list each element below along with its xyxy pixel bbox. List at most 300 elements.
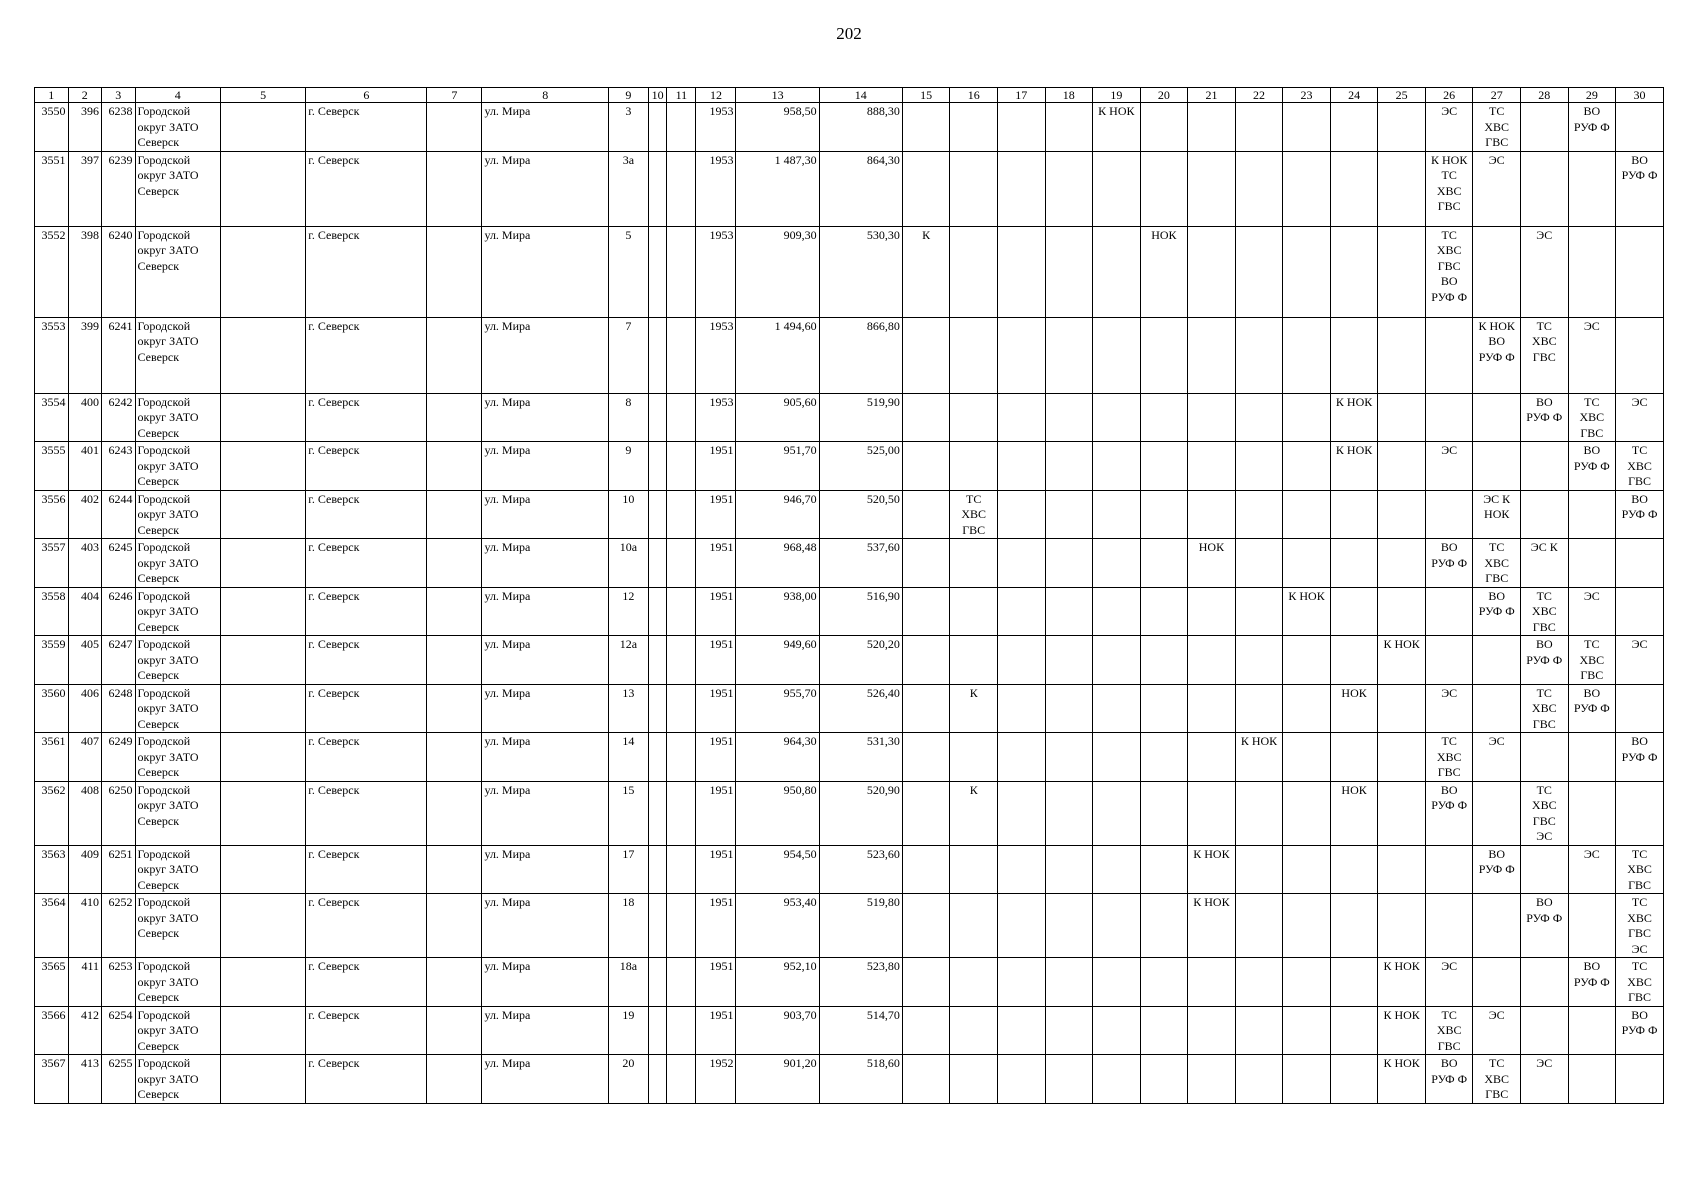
work-type-code: ТС <box>1631 443 1648 457</box>
cell-col-30 <box>1616 151 1664 226</box>
page-number: 202 <box>836 24 862 43</box>
owner-name-line: Городской <box>137 782 191 797</box>
cell-col-21 <box>1188 636 1236 685</box>
cell-col-13: 951,70 <box>736 442 819 491</box>
cell-col-3: 6242 <box>102 393 136 442</box>
owner-name-line: Городской <box>137 318 191 333</box>
work-type-code: ХВС <box>1436 183 1462 198</box>
cell-col-8: ул. Мира <box>482 894 608 958</box>
cell-col-30 <box>1616 317 1664 393</box>
cell-col-16 <box>950 845 998 894</box>
column-header-30: 30 <box>1616 88 1664 103</box>
cell-col-4 <box>135 781 220 845</box>
work-type-code: ТС <box>1489 104 1505 118</box>
work-type-code: ВО <box>1535 394 1553 409</box>
work-type-code: ГВС <box>1580 668 1604 682</box>
cell-col-29 <box>1568 958 1616 1007</box>
cell-col-17 <box>997 636 1045 685</box>
owner-name-line: Городской <box>137 1007 191 1022</box>
cell-col-1: 3559 <box>35 636 69 685</box>
housing-register-table <box>34 87 1664 1104</box>
cell-col-23 <box>1283 845 1331 894</box>
cell-col-17 <box>997 894 1045 958</box>
column-header-6: 6 <box>306 88 427 103</box>
work-type-code: К <box>969 782 978 797</box>
cell-col-22 <box>1235 490 1283 539</box>
cell-col-14: 531,30 <box>819 733 902 782</box>
cell-col-16 <box>950 587 998 636</box>
cell-col-25 <box>1378 226 1426 317</box>
work-type-code: ГВС <box>1437 1038 1461 1053</box>
cell-col-27 <box>1473 317 1521 393</box>
cell-col-15 <box>902 151 950 226</box>
cell-col-9: 12а <box>608 636 648 685</box>
cell-col-13: 909,30 <box>736 226 819 317</box>
cell-col-3: 6253 <box>102 958 136 1007</box>
cell-col-26 <box>1425 781 1473 845</box>
owner-name-line: Северск <box>137 474 180 488</box>
cell-col-1: 3563 <box>35 845 69 894</box>
cell-col-19 <box>1093 845 1141 894</box>
cell-col-21 <box>1188 393 1236 442</box>
work-type-code: К <box>922 227 931 242</box>
cell-col-23 <box>1283 393 1331 442</box>
column-header-23: 23 <box>1283 88 1331 103</box>
work-type-code: РУФ Ф <box>1526 910 1563 925</box>
work-type-code: РУФ Ф <box>1431 289 1468 304</box>
cell-col-30 <box>1616 958 1664 1007</box>
cell-col-24 <box>1330 393 1378 442</box>
column-header-7: 7 <box>427 88 482 103</box>
table-row <box>35 684 1664 733</box>
work-type-code: ЭС <box>1536 829 1553 843</box>
cell-col-18 <box>1045 317 1093 393</box>
cell-col-14: 520,20 <box>819 636 902 685</box>
cell-col-4 <box>135 1006 220 1055</box>
cell-col-24 <box>1330 958 1378 1007</box>
cell-col-22 <box>1235 587 1283 636</box>
cell-col-16 <box>950 684 998 733</box>
work-type-code: К НОК <box>1098 104 1135 118</box>
owner-name-line: Городской <box>137 104 191 118</box>
cell-col-9: 17 <box>608 845 648 894</box>
cell-col-25 <box>1378 733 1426 782</box>
table-row <box>35 539 1664 588</box>
cell-col-16 <box>950 1055 998 1104</box>
cell-col-3: 6249 <box>102 733 136 782</box>
cell-col-4 <box>135 1055 220 1104</box>
cell-col-10 <box>648 958 666 1007</box>
work-type-code: ТС <box>1489 540 1505 554</box>
cell-col-1: 3565 <box>35 958 69 1007</box>
cell-col-10 <box>648 490 666 539</box>
owner-name-line: округ ЗАТО <box>137 334 199 348</box>
work-type-code: ХВС <box>1627 862 1652 876</box>
owner-name-line: Северск <box>137 926 180 940</box>
cell-col-8: ул. Мира <box>482 1055 608 1104</box>
work-type-code: ХВС <box>1436 243 1462 257</box>
work-type-code: РУФ Ф <box>1621 749 1658 764</box>
cell-col-14: 520,50 <box>819 490 902 539</box>
cell-col-15 <box>902 393 950 442</box>
cell-col-12: 1951 <box>696 539 736 588</box>
cell-col-16 <box>950 226 998 317</box>
cell-col-17 <box>997 226 1045 317</box>
cell-col-3: 6241 <box>102 317 136 393</box>
cell-col-7 <box>427 845 482 894</box>
cell-col-27 <box>1473 151 1521 226</box>
cell-col-1: 3552 <box>35 226 69 317</box>
cell-col-17 <box>997 1006 1045 1055</box>
cell-col-24 <box>1330 636 1378 685</box>
cell-col-8: ул. Мира <box>482 781 608 845</box>
cell-col-20 <box>1140 636 1188 685</box>
cell-col-1: 3553 <box>35 317 69 393</box>
cell-col-9: 20 <box>608 1055 648 1104</box>
work-type-code: ВО <box>1631 491 1648 506</box>
work-type-code: ХВС <box>1627 974 1652 989</box>
cell-col-25 <box>1378 587 1426 636</box>
cell-col-5 <box>220 845 305 894</box>
work-type-code: ГВС <box>1485 571 1509 585</box>
cell-col-5 <box>220 781 305 845</box>
cell-col-14: 530,30 <box>819 226 902 317</box>
work-type-code: ВО <box>1583 104 1601 118</box>
column-header-5: 5 <box>220 88 305 103</box>
cell-col-27 <box>1473 684 1521 733</box>
cell-col-17 <box>997 733 1045 782</box>
cell-col-2: 409 <box>68 845 102 894</box>
cell-col-10 <box>648 1006 666 1055</box>
cell-col-1: 3566 <box>35 1006 69 1055</box>
cell-col-11 <box>667 442 696 491</box>
work-type-code: ЭС <box>1488 734 1505 748</box>
cell-col-15 <box>902 636 950 685</box>
cell-col-30 <box>1616 636 1664 685</box>
table-row <box>35 894 1664 958</box>
cell-col-22 <box>1235 226 1283 317</box>
cell-col-5 <box>220 151 305 226</box>
work-type-code: ЭС К <box>1530 540 1558 554</box>
cell-col-27 <box>1473 636 1521 685</box>
cell-col-16 <box>950 103 998 152</box>
cell-col-30 <box>1616 490 1664 539</box>
work-type-code: ТС <box>1536 588 1552 603</box>
owner-name-line: Городской <box>137 637 191 651</box>
cell-col-11 <box>667 393 696 442</box>
owner-name-line: Городской <box>137 443 191 457</box>
cell-col-26 <box>1425 393 1473 442</box>
cell-col-8: ул. Мира <box>482 317 608 393</box>
cell-col-3: 6248 <box>102 684 136 733</box>
work-type-code: РУФ Ф <box>1526 652 1563 667</box>
cell-col-20 <box>1140 539 1188 588</box>
cell-col-19 <box>1093 226 1141 317</box>
column-header-20: 20 <box>1140 88 1188 103</box>
work-type-code: ВО <box>1631 734 1648 748</box>
cell-col-24 <box>1330 684 1378 733</box>
cell-col-29 <box>1568 151 1616 226</box>
cell-col-19 <box>1093 781 1141 845</box>
cell-col-19 <box>1093 539 1141 588</box>
cell-col-30 <box>1616 226 1664 317</box>
cell-col-11 <box>667 317 696 393</box>
cell-col-16 <box>950 958 998 1007</box>
work-type-code: РУФ Ф <box>1573 458 1610 473</box>
cell-col-9: 9 <box>608 442 648 491</box>
work-type-code: ВО <box>1488 588 1506 603</box>
cell-col-12: 1953 <box>696 103 736 152</box>
cell-col-27 <box>1473 894 1521 958</box>
table-row <box>35 226 1664 317</box>
work-type-code: ЭС <box>1441 443 1458 457</box>
cell-col-14: 864,30 <box>819 151 902 226</box>
work-type-code: ВО <box>1583 443 1601 457</box>
cell-col-29 <box>1568 442 1616 491</box>
cell-col-21 <box>1188 958 1236 1007</box>
cell-col-14: 523,80 <box>819 958 902 1007</box>
cell-col-16 <box>950 781 998 845</box>
column-header-14: 14 <box>819 88 902 103</box>
owner-name-line: Северск <box>137 183 180 198</box>
cell-col-30 <box>1616 1006 1664 1055</box>
work-type-code: ВО <box>1535 895 1553 909</box>
cell-col-14: 514,70 <box>819 1006 902 1055</box>
cell-col-6: г. Северск <box>306 781 427 845</box>
cell-col-18 <box>1045 781 1093 845</box>
column-header-27: 27 <box>1473 88 1521 103</box>
cell-col-25 <box>1378 894 1426 958</box>
work-type-code: ГВС <box>1532 349 1556 364</box>
cell-col-14: 519,80 <box>819 894 902 958</box>
work-type-code: ЭС <box>1631 394 1648 409</box>
cell-col-1: 3555 <box>35 442 69 491</box>
work-type-code: ГВС <box>1580 425 1604 440</box>
work-type-code: ЭС <box>1536 1056 1553 1070</box>
work-type-code: РУФ Ф <box>1431 798 1468 812</box>
work-type-code: К НОК <box>1193 895 1230 909</box>
cell-col-29 <box>1568 393 1616 442</box>
cell-col-11 <box>667 226 696 317</box>
cell-col-14: 525,00 <box>819 442 902 491</box>
cell-col-27 <box>1473 490 1521 539</box>
cell-col-27 <box>1473 226 1521 317</box>
cell-col-8: ул. Мира <box>482 226 608 317</box>
column-header-16: 16 <box>950 88 998 103</box>
cell-col-25 <box>1378 151 1426 226</box>
cell-col-19 <box>1093 1006 1141 1055</box>
cell-col-29 <box>1568 490 1616 539</box>
cell-col-25 <box>1378 317 1426 393</box>
cell-col-20 <box>1140 317 1188 393</box>
cell-col-18 <box>1045 226 1093 317</box>
work-type-code: НОК <box>1198 540 1225 554</box>
cell-col-20 <box>1140 1055 1188 1104</box>
owner-name-line: Северск <box>137 1087 180 1101</box>
cell-col-17 <box>997 151 1045 226</box>
owner-name-line: Городской <box>137 734 191 748</box>
cell-col-24 <box>1330 781 1378 845</box>
cell-col-12: 1951 <box>696 845 736 894</box>
owner-name-line: Городской <box>137 540 191 554</box>
cell-col-4 <box>135 958 220 1007</box>
cell-col-19 <box>1093 733 1141 782</box>
work-type-code: ХВС <box>1436 749 1462 764</box>
cell-col-24 <box>1330 845 1378 894</box>
cell-col-5 <box>220 226 305 317</box>
cell-col-29 <box>1568 894 1616 958</box>
work-type-code: ТС <box>1631 959 1648 973</box>
cell-col-28 <box>1521 151 1569 226</box>
column-header-17: 17 <box>997 88 1045 103</box>
cell-col-20 <box>1140 845 1188 894</box>
cell-col-18 <box>1045 684 1093 733</box>
cell-col-18 <box>1045 393 1093 442</box>
work-type-code: ХВС <box>1484 555 1510 570</box>
cell-col-24 <box>1330 490 1378 539</box>
cell-col-4 <box>135 442 220 491</box>
cell-col-1: 3561 <box>35 733 69 782</box>
cell-col-7 <box>427 151 482 226</box>
column-header-8: 8 <box>482 88 608 103</box>
cell-col-2: 402 <box>68 490 102 539</box>
cell-col-20 <box>1140 781 1188 845</box>
cell-col-5 <box>220 636 305 685</box>
work-type-code: К НОК <box>1383 1007 1420 1022</box>
cell-col-7 <box>427 442 482 491</box>
cell-col-20 <box>1140 226 1188 317</box>
cell-col-18 <box>1045 103 1093 152</box>
cell-col-23 <box>1283 151 1331 226</box>
cell-col-28 <box>1521 587 1569 636</box>
cell-col-10 <box>648 684 666 733</box>
cell-col-27 <box>1473 539 1521 588</box>
cell-col-9: 5 <box>608 226 648 317</box>
owner-name-line: округ ЗАТО <box>137 243 199 257</box>
cell-col-14: 537,60 <box>819 539 902 588</box>
cell-col-5 <box>220 393 305 442</box>
cell-col-20 <box>1140 894 1188 958</box>
owner-name-line: округ ЗАТО <box>137 1023 199 1037</box>
cell-col-2: 400 <box>68 393 102 442</box>
work-type-code: ТС <box>1631 895 1648 909</box>
work-type-code: ХВС <box>1484 119 1510 134</box>
table-row <box>35 442 1664 491</box>
work-type-code: НОК <box>1341 685 1367 700</box>
owner-name-line: Северск <box>137 668 180 682</box>
cell-col-19 <box>1093 103 1141 152</box>
owner-name-line: Городской <box>137 895 191 909</box>
cell-col-22 <box>1235 151 1283 226</box>
cell-col-17 <box>997 587 1045 636</box>
work-type-code: ХВС <box>961 507 987 521</box>
cell-col-23 <box>1283 958 1331 1007</box>
cell-col-9: 7 <box>608 317 648 393</box>
cell-col-5 <box>220 894 305 958</box>
cell-col-6: г. Северск <box>306 587 427 636</box>
cell-col-28 <box>1521 1055 1569 1104</box>
cell-col-3: 6244 <box>102 490 136 539</box>
cell-col-5 <box>220 103 305 152</box>
cell-col-26 <box>1425 733 1473 782</box>
column-header-29: 29 <box>1568 88 1616 103</box>
cell-col-13: 950,80 <box>736 781 819 845</box>
owner-name-line: Северск <box>137 425 180 440</box>
cell-col-7 <box>427 317 482 393</box>
cell-col-14: 519,90 <box>819 393 902 442</box>
cell-col-16 <box>950 442 998 491</box>
owner-name-line: Городской <box>137 959 191 973</box>
cell-col-8: ул. Мира <box>482 393 608 442</box>
cell-col-6: г. Северск <box>306 1055 427 1104</box>
table-row <box>35 103 1664 152</box>
cell-col-18 <box>1045 1055 1093 1104</box>
cell-col-26 <box>1425 151 1473 226</box>
cell-col-8: ул. Мира <box>482 151 608 226</box>
table-row <box>35 733 1664 782</box>
work-type-code: ХВС <box>1531 334 1557 348</box>
work-type-code: ГВС <box>1628 990 1652 1004</box>
cell-col-25 <box>1378 1055 1426 1104</box>
column-header-1: 1 <box>35 88 69 103</box>
work-type-code: ВО <box>1440 540 1458 554</box>
work-type-code: ЭС <box>1631 637 1648 651</box>
cell-col-10 <box>648 781 666 845</box>
cell-col-5 <box>220 587 305 636</box>
cell-col-1: 3554 <box>35 393 69 442</box>
work-type-code: ВО <box>1488 334 1506 348</box>
cell-col-1: 3560 <box>35 684 69 733</box>
cell-col-29 <box>1568 781 1616 845</box>
cell-col-21 <box>1188 781 1236 845</box>
cell-col-18 <box>1045 845 1093 894</box>
cell-col-25 <box>1378 781 1426 845</box>
cell-col-3: 6254 <box>102 1006 136 1055</box>
cell-col-11 <box>667 845 696 894</box>
cell-col-6: г. Северск <box>306 1006 427 1055</box>
cell-col-3: 6251 <box>102 845 136 894</box>
cell-col-11 <box>667 539 696 588</box>
cell-col-19 <box>1093 317 1141 393</box>
cell-col-2: 396 <box>68 103 102 152</box>
cell-col-17 <box>997 781 1045 845</box>
cell-col-20 <box>1140 1006 1188 1055</box>
cell-col-21 <box>1188 317 1236 393</box>
work-type-code: ГВС <box>1437 765 1461 779</box>
cell-col-21 <box>1188 733 1236 782</box>
cell-col-17 <box>997 1055 1045 1104</box>
cell-col-27 <box>1473 587 1521 636</box>
cell-col-7 <box>427 894 482 958</box>
cell-col-11 <box>667 894 696 958</box>
cell-col-17 <box>997 490 1045 539</box>
cell-col-25 <box>1378 393 1426 442</box>
cell-col-3: 6239 <box>102 151 136 226</box>
cell-col-19 <box>1093 636 1141 685</box>
cell-col-27 <box>1473 103 1521 152</box>
owner-name-line: Городской <box>137 588 191 603</box>
column-header-2: 2 <box>68 88 102 103</box>
cell-col-26 <box>1425 684 1473 733</box>
cell-col-22 <box>1235 539 1283 588</box>
owner-name-line: округ ЗАТО <box>137 410 199 424</box>
cell-col-20 <box>1140 103 1188 152</box>
work-type-code: К НОК <box>1288 588 1325 603</box>
cell-col-28 <box>1521 103 1569 152</box>
cell-col-24 <box>1330 1006 1378 1055</box>
cell-col-15 <box>902 958 950 1007</box>
cell-col-11 <box>667 636 696 685</box>
